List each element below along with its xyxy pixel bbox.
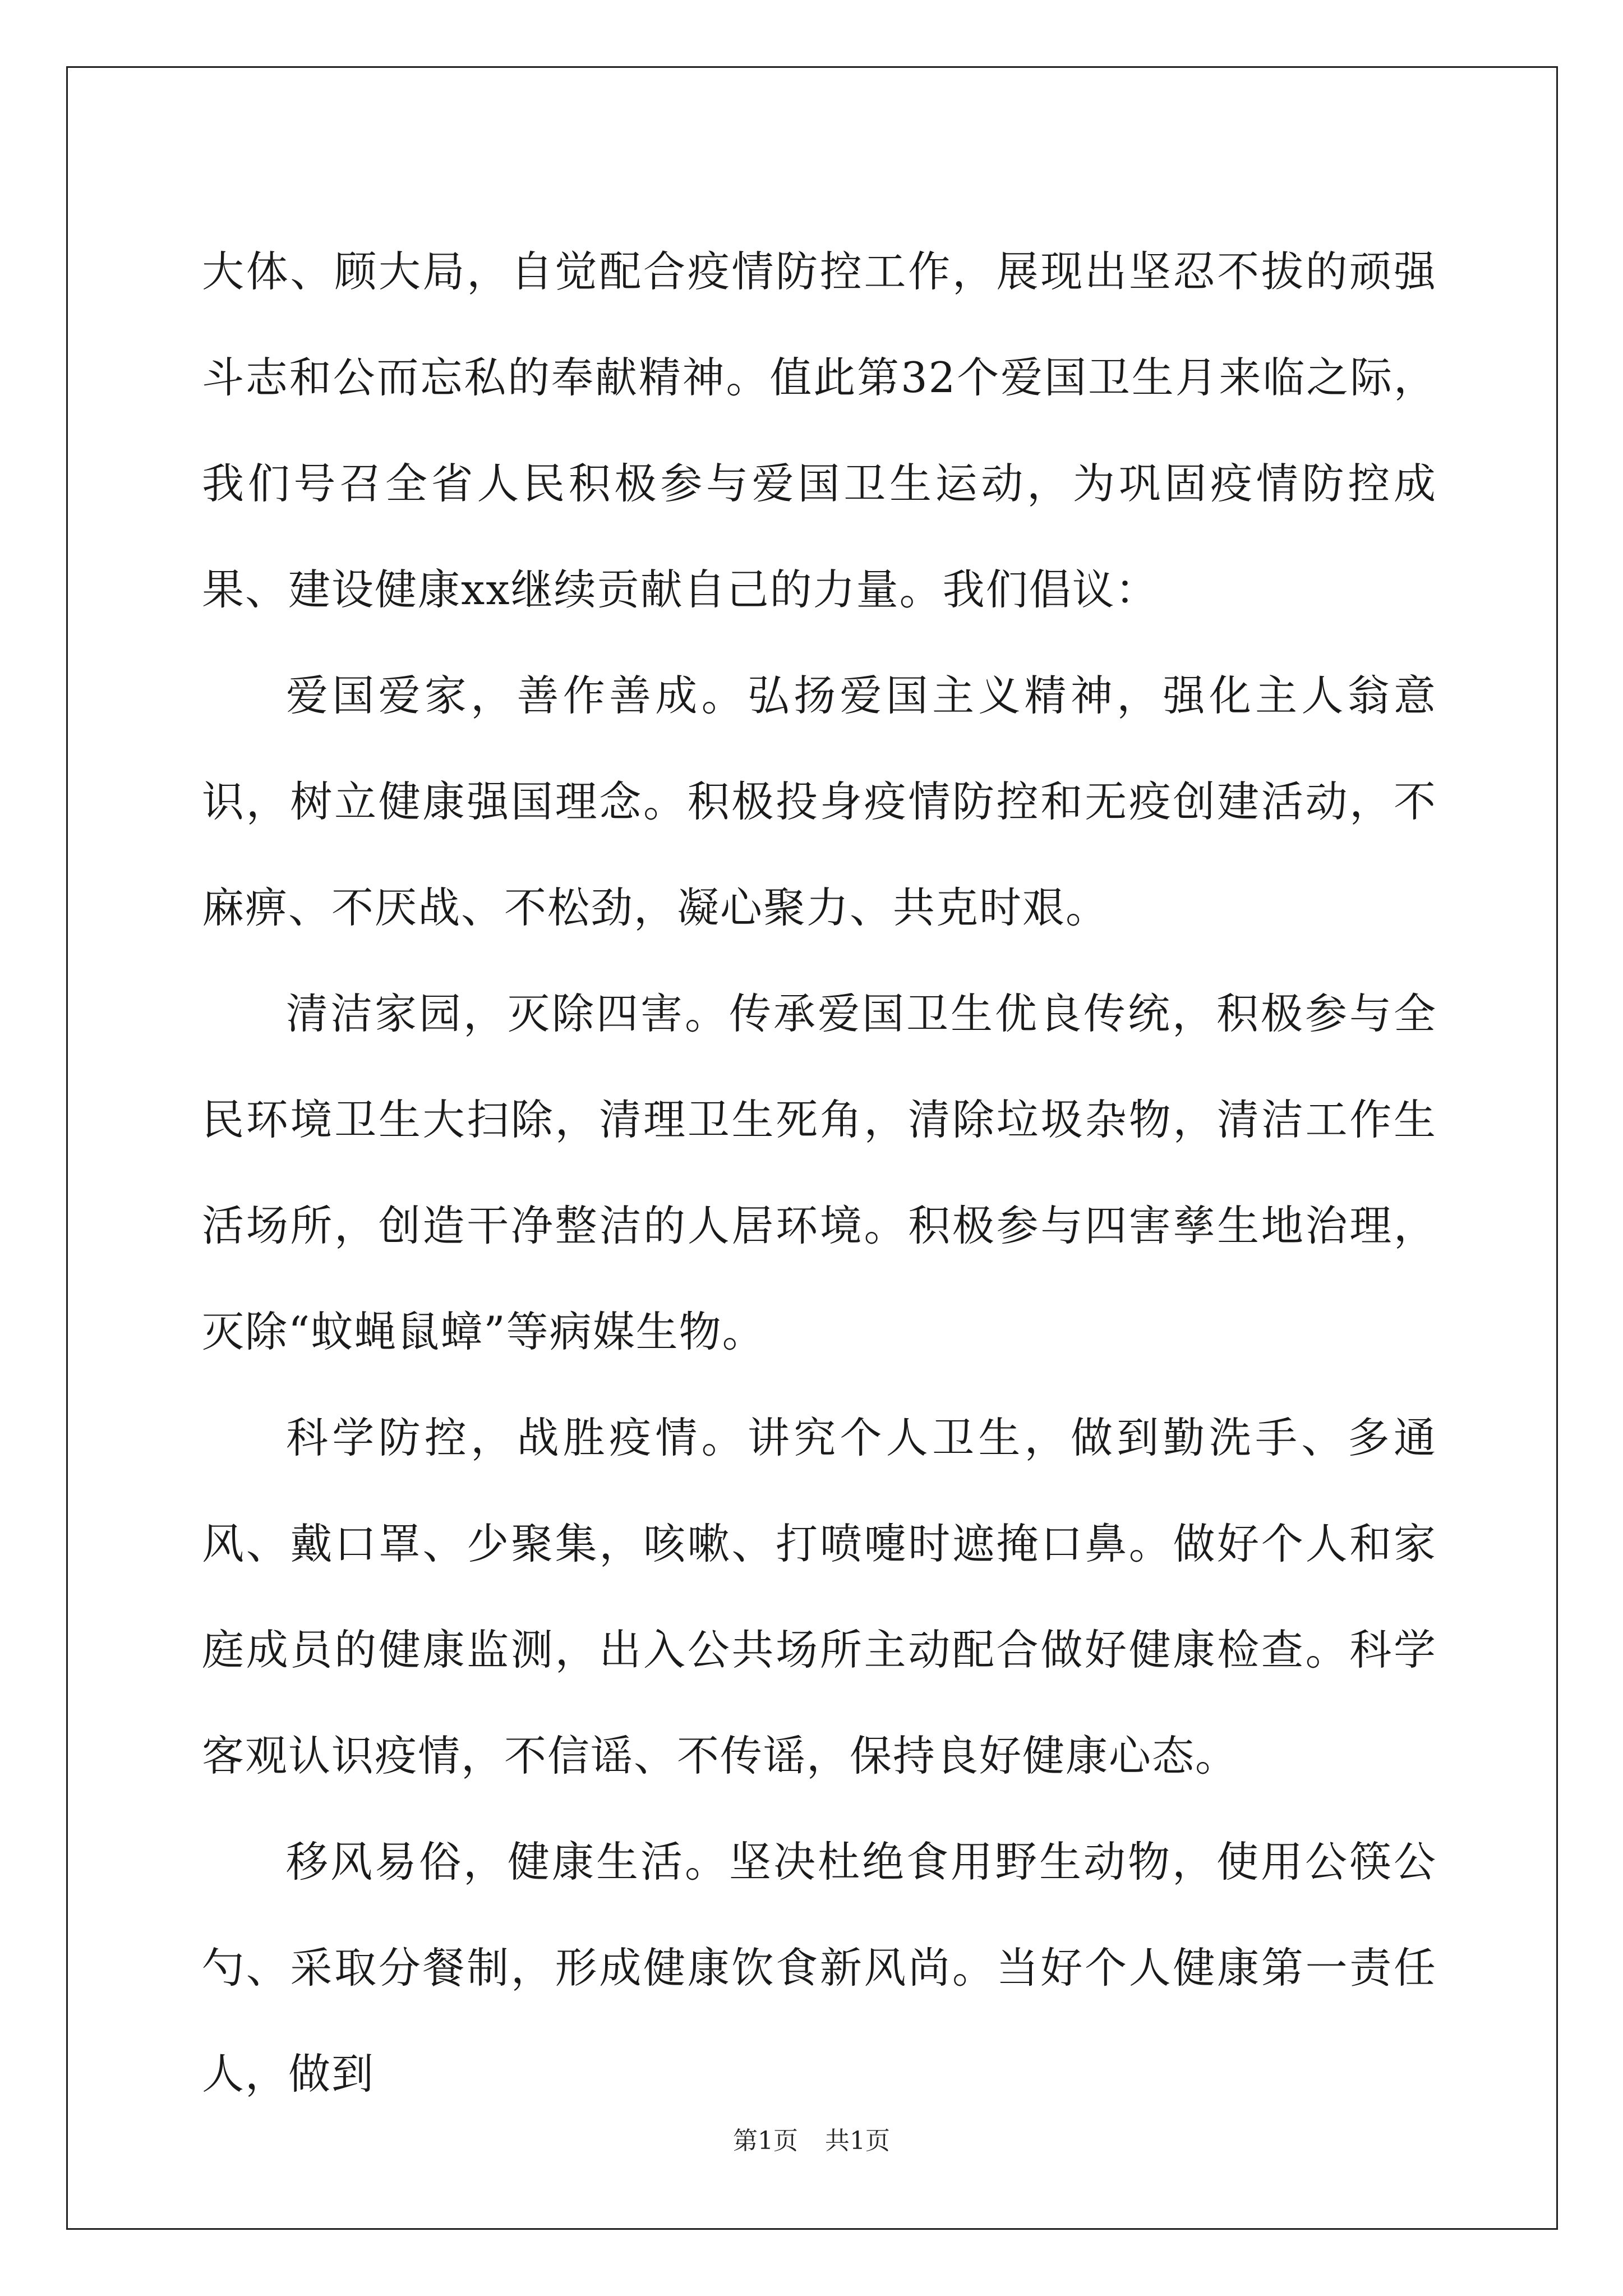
- paragraph-4: 科学防控，战胜疫情。讲究个人卫生，做到勤洗手、多通风、戴口罩、少聚集，咳嗽、打喷嚏时遮掩口鼻。做好个人和家庭成员的健康监测，出入公共场所主动配合做好健康检查。科学客观认识疫情，不信谣、不传谣，保持良好健康心态。: [202, 1413, 1437, 1780]
- document-body: [202, 219, 1437, 2127]
- paragraph-3: 清洁家园，灭除四害。传承爱国卫生优良传统，积极参与全民环境卫生大扫除，清理卫生死角，清除垃圾杂物，清洁工作生活场所，创造干净整洁的人居环境。积极参与四害孳生地治理，灭除“蚊蝇鼠蟑”等病媒生物。: [202, 989, 1437, 1356]
- paragraph-1: 大体、顾大局，自觉配合疫情防控工作，展现出坚忍不拔的顽强斗志和公而忘私的奉献精神。值此第32个爱国卫生月来临之际，我们号召全省人民积极参与爱国卫生运动，为巩固疫情防控成果、建设健康xx继续贡献自己的力量。我们倡议：: [202, 247, 1437, 614]
- paragraph-2: 爱国爱家，善作善成。弘扬爱国主义精神，强化主人翁意识，树立健康强国理念。积极投身疫情防控和无疫创建活动，不麻痹、不厌战、不松劲，凝心聚力、共克时艰。: [202, 671, 1437, 932]
- paragraph-5: 移风易俗，健康生活。坚决杜绝食用野生动物，使用公筷公勺、采取分餐制，形成健康饮食新风尚。当好个人健康第一责任人，做到: [202, 1837, 1437, 2099]
- page-footer: [0, 2120, 1623, 2156]
- page-total: 共1页: [825, 2127, 890, 2155]
- page-number: 第1页: [733, 2127, 798, 2155]
